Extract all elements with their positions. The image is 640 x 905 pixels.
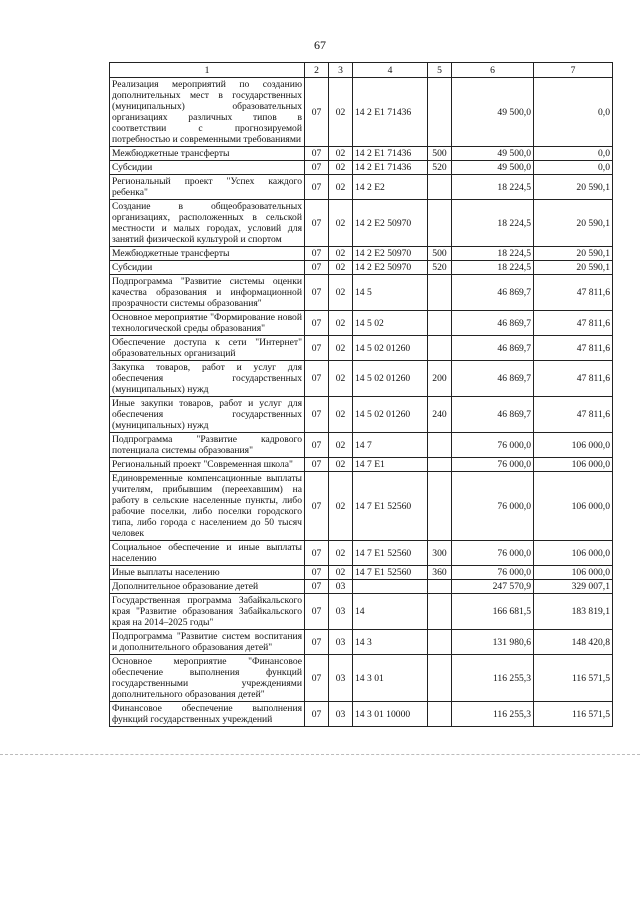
expense-type-cell (428, 336, 452, 361)
expense-type-cell: 240 (428, 397, 452, 433)
row-name-cell: Субсидии (110, 261, 305, 275)
column-header: 7 (534, 63, 613, 78)
scan-artifact-line (0, 754, 640, 755)
target-article-cell: 14 (353, 594, 428, 630)
section-code-cell: 07 (305, 580, 329, 594)
table-row (110, 541, 613, 566)
expense-type-cell (428, 200, 452, 247)
table-row (110, 78, 613, 147)
subsection-code-cell: 02 (329, 433, 353, 458)
expense-type-cell: 520 (428, 261, 452, 275)
expense-type-cell (428, 458, 452, 472)
expense-type-cell: 500 (428, 247, 452, 261)
row-name-cell: Подпрограмма "Развитие кадрового потенциала системы образования" (110, 433, 305, 458)
section-code-cell: 07 (305, 630, 329, 655)
column-header: 4 (353, 63, 428, 78)
table-row (110, 147, 613, 161)
amount-2020-cell: 18 224,5 (452, 247, 534, 261)
section-code-cell: 07 (305, 541, 329, 566)
target-article-cell: 14 7 E1 52560 (353, 472, 428, 541)
amount-2021-cell: 106 000,0 (534, 458, 613, 472)
row-name-cell: Финансовое обеспечение выполнения функций государственных учреждений (110, 702, 305, 727)
target-article-cell: 14 2 E2 50970 (353, 247, 428, 261)
expense-type-cell (428, 702, 452, 727)
target-article-cell: 14 5 (353, 275, 428, 311)
expense-type-cell: 500 (428, 147, 452, 161)
target-article-cell: 14 7 (353, 433, 428, 458)
table-row (110, 630, 613, 655)
section-code-cell: 07 (305, 200, 329, 247)
row-name-cell: Основное мероприятие "Финансовое обеспечение выполнения функций государственными учреждениями дополнительного образования детей" (110, 655, 305, 702)
section-code-cell: 07 (305, 147, 329, 161)
table-row (110, 175, 613, 200)
row-name-cell: Основное мероприятие "Формирование новой технологической среды образования" (110, 311, 305, 336)
amount-2021-cell: 20 590,1 (534, 247, 613, 261)
row-name-cell: Межбюджетные трансферты (110, 147, 305, 161)
target-article-cell: 14 5 02 01260 (353, 336, 428, 361)
table-row (110, 261, 613, 275)
amount-2020-cell: 46 869,7 (452, 397, 534, 433)
expense-type-cell (428, 275, 452, 311)
subsection-code-cell: 02 (329, 566, 353, 580)
amount-2020-cell: 76 000,0 (452, 566, 534, 580)
amount-2020-cell: 247 570,9 (452, 580, 534, 594)
amount-2021-cell: 106 000,0 (534, 433, 613, 458)
row-name-cell: Дополнительное образование детей (110, 580, 305, 594)
subsection-code-cell: 02 (329, 78, 353, 147)
target-article-cell: 14 2 E2 50970 (353, 200, 428, 247)
amount-2021-cell: 106 000,0 (534, 566, 613, 580)
column-header: 3 (329, 63, 353, 78)
row-name-cell: Подпрограмма "Развитие систем воспитания и дополнительного образования детей" (110, 630, 305, 655)
subsection-code-cell: 02 (329, 147, 353, 161)
table-row (110, 580, 613, 594)
row-name-cell: Региональный проект "Современная школа" (110, 458, 305, 472)
section-code-cell: 07 (305, 336, 329, 361)
section-code-cell: 07 (305, 397, 329, 433)
target-article-cell: 14 2 E1 71436 (353, 78, 428, 147)
expense-type-cell (428, 175, 452, 200)
table-row (110, 361, 613, 397)
subsection-code-cell: 02 (329, 336, 353, 361)
amount-2020-cell: 18 224,5 (452, 200, 534, 247)
amount-2021-cell: 0,0 (534, 161, 613, 175)
amount-2020-cell: 46 869,7 (452, 361, 534, 397)
amount-2020-cell: 46 869,7 (452, 336, 534, 361)
amount-2020-cell: 46 869,7 (452, 311, 534, 336)
column-header: 6 (452, 63, 534, 78)
target-article-cell: 14 2 E2 50970 (353, 261, 428, 275)
subsection-code-cell: 03 (329, 580, 353, 594)
table-row (110, 433, 613, 458)
amount-2021-cell: 116 571,5 (534, 655, 613, 702)
target-article-cell: 14 2 E1 71436 (353, 161, 428, 175)
amount-2020-cell: 76 000,0 (452, 541, 534, 566)
row-name-cell: Обеспечение доступа к сети "Интернет" образовательных организаций (110, 336, 305, 361)
amount-2020-cell: 76 000,0 (452, 433, 534, 458)
target-article-cell: 14 7 E1 (353, 458, 428, 472)
subsection-code-cell: 02 (329, 311, 353, 336)
table-row (110, 247, 613, 261)
amount-2021-cell: 148 420,8 (534, 630, 613, 655)
section-code-cell: 07 (305, 458, 329, 472)
expense-type-cell (428, 580, 452, 594)
amount-2020-cell: 116 255,3 (452, 702, 534, 727)
section-code-cell: 07 (305, 78, 329, 147)
target-article-cell: 14 3 (353, 630, 428, 655)
amount-2021-cell: 47 811,6 (534, 361, 613, 397)
amount-2021-cell: 0,0 (534, 78, 613, 147)
amount-2021-cell: 183 819,1 (534, 594, 613, 630)
amount-2021-cell: 106 000,0 (534, 541, 613, 566)
expense-type-cell (428, 472, 452, 541)
row-name-cell: Иные выплаты населению (110, 566, 305, 580)
subsection-code-cell: 03 (329, 702, 353, 727)
subsection-code-cell: 03 (329, 630, 353, 655)
amount-2020-cell: 76 000,0 (452, 458, 534, 472)
row-name-cell: Государственная программа Забайкальского края "Развитие образования Забайкальского края на 2014–2025 годы" (110, 594, 305, 630)
column-header: 5 (428, 63, 452, 78)
section-code-cell: 07 (305, 311, 329, 336)
section-code-cell: 07 (305, 472, 329, 541)
section-code-cell: 07 (305, 566, 329, 580)
expense-type-cell (428, 433, 452, 458)
section-code-cell: 07 (305, 433, 329, 458)
subsection-code-cell: 02 (329, 161, 353, 175)
target-article-cell (353, 580, 428, 594)
row-name-cell: Закупка товаров, работ и услуг для обеспечения государственных (муниципальных) нужд (110, 361, 305, 397)
table-row (110, 311, 613, 336)
table-row (110, 397, 613, 433)
expense-type-cell (428, 655, 452, 702)
amount-2021-cell: 47 811,6 (534, 397, 613, 433)
subsection-code-cell: 03 (329, 594, 353, 630)
target-article-cell: 14 5 02 01260 (353, 397, 428, 433)
expense-type-cell (428, 78, 452, 147)
amount-2020-cell: 49 500,0 (452, 161, 534, 175)
amount-2020-cell: 46 869,7 (452, 275, 534, 311)
section-code-cell: 07 (305, 275, 329, 311)
table-row (110, 161, 613, 175)
expense-type-cell (428, 594, 452, 630)
section-code-cell: 07 (305, 702, 329, 727)
amount-2020-cell: 18 224,5 (452, 261, 534, 275)
subsection-code-cell: 02 (329, 247, 353, 261)
table-row (110, 275, 613, 311)
amount-2021-cell: 106 000,0 (534, 472, 613, 541)
row-name-cell: Единовременные компенсационные выплаты учителям, прибывшим (переехавшим) на работу в сельские населенные пункты, либо рабочие поселки, либо поселки городского типа, либо города с населением до 50 тысяч человек (110, 472, 305, 541)
expense-type-cell: 360 (428, 566, 452, 580)
table-row (110, 336, 613, 361)
row-name-cell: Иные закупки товаров, работ и услуг для обеспечения государственных (муниципальных) нужд (110, 397, 305, 433)
amount-2021-cell: 47 811,6 (534, 336, 613, 361)
target-article-cell: 14 3 01 (353, 655, 428, 702)
amount-2020-cell: 76 000,0 (452, 472, 534, 541)
amount-2021-cell: 20 590,1 (534, 175, 613, 200)
row-name-cell: Реализация мероприятий по созданию дополнительных мест в государственных (муниципальных) образовательных организациях различных типов в соответствии с прогнозируемой потребностью и современными требованиями (110, 78, 305, 147)
section-code-cell: 07 (305, 175, 329, 200)
subsection-code-cell: 03 (329, 655, 353, 702)
expense-type-cell (428, 311, 452, 336)
subsection-code-cell: 02 (329, 261, 353, 275)
row-name-cell: Региональный проект "Успех каждого ребенка" (110, 175, 305, 200)
row-name-cell: Подпрограмма "Развитие системы оценки качества образования и информационной прозрачности системы образования" (110, 275, 305, 311)
budget-table (109, 62, 613, 727)
target-article-cell: 14 7 E1 52560 (353, 541, 428, 566)
amount-2020-cell: 49 500,0 (452, 78, 534, 147)
table-row (110, 655, 613, 702)
table-row (110, 200, 613, 247)
expense-type-cell: 300 (428, 541, 452, 566)
amount-2021-cell: 116 571,5 (534, 702, 613, 727)
amount-2020-cell: 166 681,5 (452, 594, 534, 630)
table-header-row (110, 63, 613, 78)
subsection-code-cell: 02 (329, 175, 353, 200)
expense-type-cell (428, 630, 452, 655)
row-name-cell: Субсидии (110, 161, 305, 175)
subsection-code-cell: 02 (329, 361, 353, 397)
subsection-code-cell: 02 (329, 275, 353, 311)
amount-2020-cell: 116 255,3 (452, 655, 534, 702)
table-row (110, 594, 613, 630)
table-row (110, 566, 613, 580)
column-header: 2 (305, 63, 329, 78)
target-article-cell: 14 7 E1 52560 (353, 566, 428, 580)
target-article-cell: 14 5 02 (353, 311, 428, 336)
amount-2021-cell: 0,0 (534, 147, 613, 161)
column-header: 1 (110, 63, 305, 78)
amount-2021-cell: 329 007,1 (534, 580, 613, 594)
table-row (110, 702, 613, 727)
amount-2020-cell: 49 500,0 (452, 147, 534, 161)
expense-type-cell: 200 (428, 361, 452, 397)
amount-2021-cell: 47 811,6 (534, 275, 613, 311)
subsection-code-cell: 02 (329, 541, 353, 566)
subsection-code-cell: 02 (329, 458, 353, 472)
subsection-code-cell: 02 (329, 397, 353, 433)
amount-2020-cell: 131 980,6 (452, 630, 534, 655)
table-row (110, 472, 613, 541)
amount-2021-cell: 47 811,6 (534, 311, 613, 336)
expense-type-cell: 520 (428, 161, 452, 175)
section-code-cell: 07 (305, 261, 329, 275)
section-code-cell: 07 (305, 361, 329, 397)
target-article-cell: 14 2 E1 71436 (353, 147, 428, 161)
row-name-cell: Создание в общеобразовательных организациях, расположенных в сельской местности и малых городах, условий для занятий физической культурой и спортом (110, 200, 305, 247)
table-row (110, 458, 613, 472)
page-number: 67 (314, 38, 326, 52)
target-article-cell: 14 5 02 01260 (353, 361, 428, 397)
target-article-cell: 14 2 E2 (353, 175, 428, 200)
amount-2021-cell: 20 590,1 (534, 261, 613, 275)
amount-2020-cell: 18 224,5 (452, 175, 534, 200)
section-code-cell: 07 (305, 594, 329, 630)
amount-2021-cell: 20 590,1 (534, 200, 613, 247)
row-name-cell: Социальное обеспечение и иные выплаты населению (110, 541, 305, 566)
target-article-cell: 14 3 01 10000 (353, 702, 428, 727)
section-code-cell: 07 (305, 655, 329, 702)
section-code-cell: 07 (305, 247, 329, 261)
subsection-code-cell: 02 (329, 472, 353, 541)
row-name-cell: Межбюджетные трансферты (110, 247, 305, 261)
section-code-cell: 07 (305, 161, 329, 175)
subsection-code-cell: 02 (329, 200, 353, 247)
